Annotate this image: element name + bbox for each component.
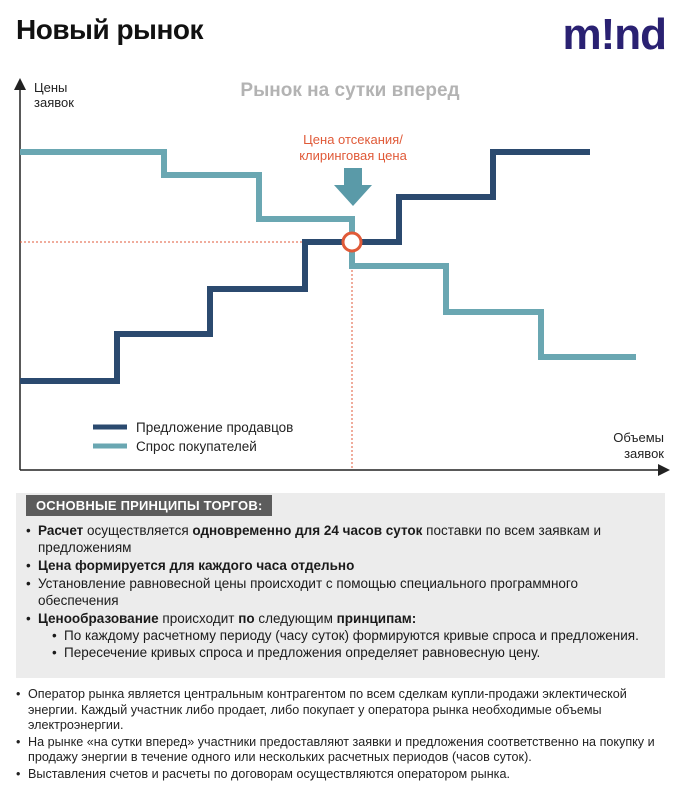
principle-sublist xyxy=(38,627,655,661)
mind-logo: m!nd xyxy=(562,10,666,59)
notes-list xyxy=(16,687,666,783)
clearing-price-label-line1: Цена отсекания/ xyxy=(303,132,403,147)
clearing-price-label-line2: клиринговая цена xyxy=(299,148,407,163)
legend-demand-label: Спрос покупателей xyxy=(136,439,257,454)
principle-item: • Расчет осуществляется одновременно для 24 часов суток поставки по всем заявкам и предложениям xyxy=(26,522,655,556)
x-axis-label-line2: заявок xyxy=(624,446,664,461)
principles-list xyxy=(16,522,665,661)
market-diagram xyxy=(0,70,680,490)
principle-subitem: • По каждому расчетному периоду (часу суток) формируются кривые спроса и предложения. xyxy=(52,627,655,644)
principle-subitem: • Пересечение кривых спроса и предложения определяет равновесную цену. xyxy=(52,644,655,661)
note-item: • На рынке «на сутки вперед» участники предоставляют заявки и предложения соответственно на покупку и продажу энергии в течение одного или нескольких расчетных периодов (часов суток). xyxy=(16,735,666,766)
trading-principles-box xyxy=(16,493,665,678)
down-arrow-icon xyxy=(334,168,372,206)
clearing-point xyxy=(343,233,361,251)
chart-title: Рынок на сутки вперед xyxy=(240,80,460,101)
y-axis-label-line2: заявок xyxy=(34,95,74,110)
y-axis-label-line1: Цены xyxy=(34,80,68,95)
supply-demand-chart xyxy=(0,70,680,490)
demand-curve xyxy=(20,152,636,357)
supply-curve xyxy=(20,152,590,381)
page-title: Новый рынок xyxy=(16,14,203,45)
principles-heading: ОСНОВНЫЕ ПРИНЦИПЫ ТОРГОВ: xyxy=(26,495,272,516)
principle-item: • Ценообразование происходит по следующим принципам: • По каждому расчетному периоду (часу суток) формируются кривые спроса и предложения. • Пересечение кривых спроса и предложения определяет равновесную цену. xyxy=(26,610,655,661)
x-axis-label-line1: Объемы xyxy=(613,430,664,445)
note-item: • Оператор рынка является центральным контрагентом по всем сделкам купли-продажи эклектической энергии. Каждый участник либо продает, либо покупает у оператора рынка необходимые объемы электроэнергии. xyxy=(16,687,666,734)
note-item: • Выставления счетов и расчеты по договорам осуществляются оператором рынка. xyxy=(16,767,666,783)
principle-item: • Цена формируется для каждого часа отдельно xyxy=(26,557,655,574)
principle-item: • Установление равновесной цены происходит с помощью специального программного обеспечения xyxy=(26,575,655,609)
legend-supply-label: Предложение продавцов xyxy=(136,420,294,435)
